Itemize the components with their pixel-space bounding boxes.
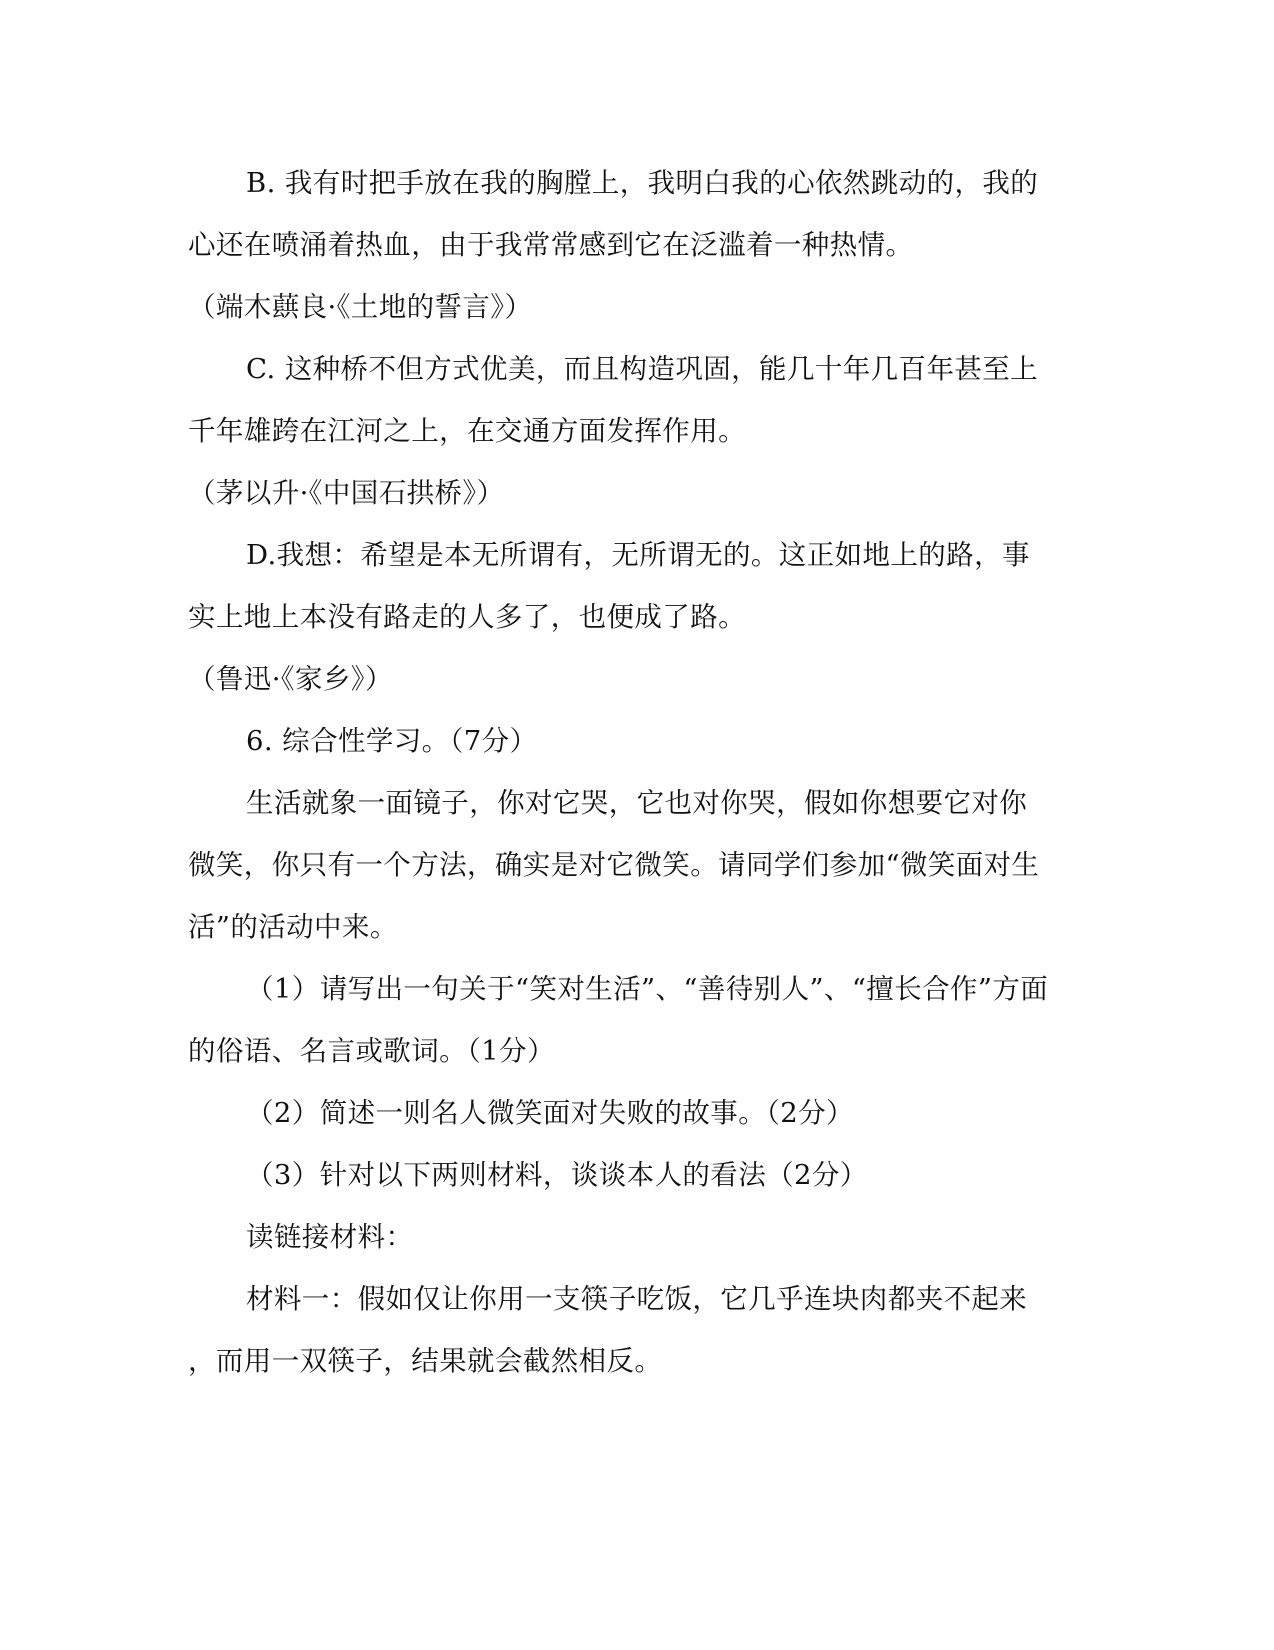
option-b-source: （端木蕻良·《土地的誓言》） [188,291,533,323]
subquestion-1-line-2: 的俗语、名言或歌词。（1分） [188,1035,555,1067]
option-d-source: （鲁迅·《家乡》） [188,663,393,695]
option-d-line-2: 实上地上本没有路走的人多了，也便成了路。 [188,601,746,633]
subquestion-3: （3）针对以下两则材料，谈谈本人的看法（2分） [246,1159,868,1191]
intro-paragraph-line-2: 微笑，你只有一个方法，确实是对它微笑。请同学们参加“微笑面对生 [188,849,1040,881]
option-b-line-2: 心还在喷涌着热血，由于我常常感到它在泛滥着一种热情。 [188,229,914,261]
option-c-line-1: C. 这种桥不但方式优美，而且构造巩固，能几十年几百年甚至上 [246,353,1039,385]
intro-paragraph-line-1: 生活就象一面镜子，你对它哭，它也对你哭，假如你想要它对你 [246,787,1028,819]
option-c-line-2: 千年雄跨在江河之上，在交通方面发挥作用。 [188,415,746,447]
subquestion-2: （2）简述一则名人微笑面对失败的故事。（2分） [246,1097,854,1129]
material-1-line-1: 材料一：假如仅让你用一支筷子吃饭，它几乎连块肉都夹不起来 [246,1283,1028,1315]
material-1-line-2: ，而用一双筷子，结果就会截然相反。 [188,1345,663,1377]
subquestion-1-line-1: （1）请写出一句关于“笑对生活”、“善待别人”、“擅长合作”方面 [246,973,1049,1005]
question-6-heading: 6. 综合性学习。（7分） [246,725,538,757]
reading-materials-heading: 读链接材料： [246,1221,414,1253]
option-b-line-1: B. 我有时把手放在我的胸膛上，我明白我的心依然跳动的，我的 [246,167,1039,199]
intro-paragraph-line-3: 活”的活动中来。 [188,911,398,943]
option-d-line-1: D.我想：希望是本无所谓有，无所谓无的。这正如地上的路，事 [246,539,1030,571]
option-c-source: （茅以升·《中国石拱桥》） [188,477,505,509]
